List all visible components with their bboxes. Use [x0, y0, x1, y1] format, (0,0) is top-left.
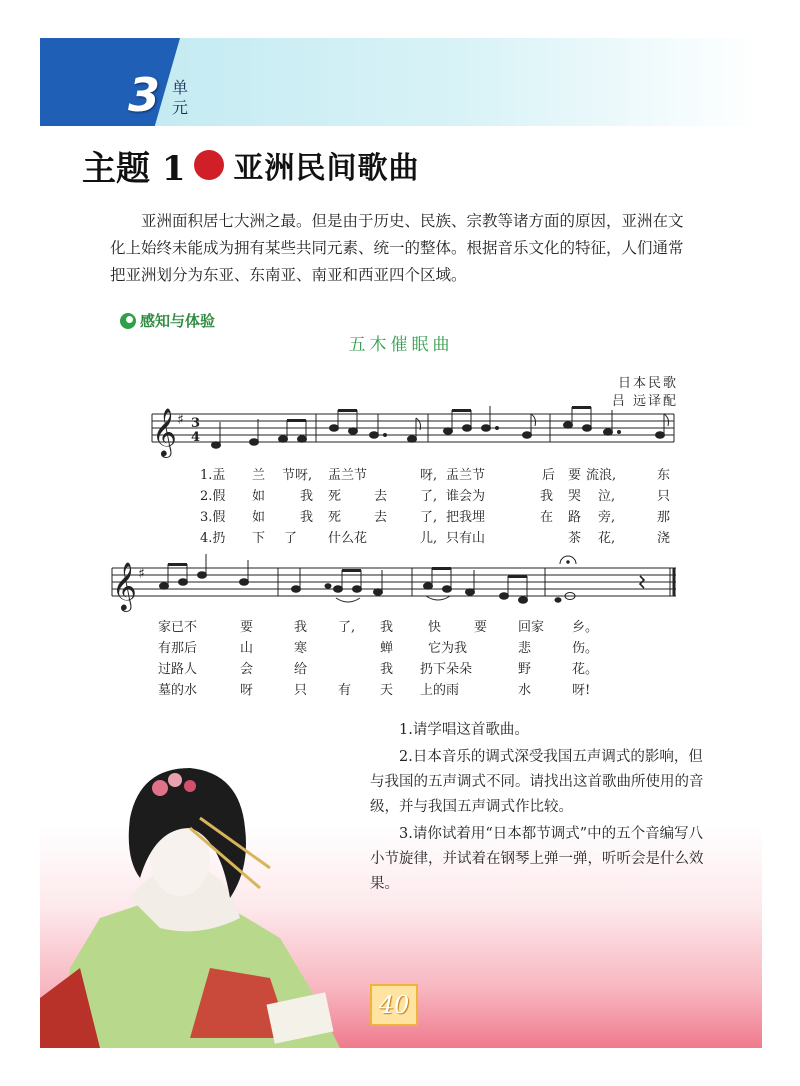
lyric-syllable: 旁, [598, 510, 616, 525]
time-sig-bottom: 4 [191, 430, 201, 445]
lyric-syllable: 1.盂 [200, 468, 226, 483]
treble-clef-icon: 𝄞 [152, 407, 177, 456]
lyric-syllable: 路 [568, 510, 582, 525]
lyric-syllable: 什么花 [328, 531, 368, 546]
lyric-syllable: 如 [252, 489, 266, 504]
lyric-syllable: 它为我 [428, 641, 468, 656]
lyric-syllable: 会 [240, 662, 254, 677]
lyric-syllable: 花。 [572, 662, 599, 677]
lyric-syllable: 要 [474, 620, 488, 635]
lyric-syllable: 只 [657, 489, 671, 504]
lyric-syllable: 只 [294, 683, 308, 698]
lyric-syllable: 我 [540, 489, 554, 504]
exercise-list [370, 718, 710, 899]
lyric-syllable: 呀 [240, 683, 254, 698]
lyric-syllable: 盂兰节 [446, 468, 486, 483]
unit-number: 3 [128, 68, 161, 122]
intro-paragraph: 亚洲面积居七大洲之最。但是由于历史、民族、宗教等诸方面的原因，亚洲在文化上始终未能成为拥有某些共同元素、统一的整体。根据音乐文化的特征，人们通常把亚洲划分为东亚、东南亚、南亚和西亚四个区域。 [110, 212, 684, 284]
lyric-syllable: 天 [380, 683, 394, 698]
lyric-syllable: 了, [420, 510, 438, 525]
lyric-syllable: 快 [428, 620, 442, 635]
lyric-syllable: 我 [380, 620, 394, 635]
lyric-syllable: 流浪, [586, 468, 617, 483]
page-number-box [370, 984, 418, 1026]
lyric-syllable: 只有山 [446, 531, 486, 546]
lyric-syllable: 在 [540, 510, 554, 525]
lyric-syllable: 节呀, [282, 468, 313, 483]
lyric-syllable: 了, [420, 489, 438, 504]
hair-ornament [152, 780, 168, 796]
song-arranger: 吕 远译配 [611, 394, 678, 409]
lyric-syllable: 后 [542, 468, 556, 483]
lyric-syllable: 要 [240, 620, 254, 635]
section-label: 感知与体验 [140, 312, 216, 330]
lyric-syllable: 上的雨 [420, 683, 460, 698]
page-number: 40 [378, 991, 410, 1019]
lyric-syllable: 去 [374, 489, 388, 504]
lyric-syllable: 兰 [252, 468, 266, 483]
hair-ornament [168, 773, 182, 787]
lyric-syllable: 呀! [572, 683, 591, 698]
lyric-syllable: 山 [240, 641, 254, 656]
exercise-item: 2.日本音乐的调式深受我国五声调式的影响，但与我国的五声调式不同。请找出这首歌曲所使用的音级，并与我国五声调式作比较。 [370, 749, 704, 815]
lyric-syllable: 伤。 [572, 641, 599, 656]
treble-clef-icon: 𝄞 [112, 561, 137, 610]
lyric-syllable: 4.扔 [200, 531, 226, 546]
exercise-item: 1.请学唱这首歌曲。 [399, 722, 529, 738]
lyric-syllable: 我 [300, 489, 314, 504]
lyric-syllable: 花, [598, 531, 616, 546]
textbook-page [40, 38, 762, 1048]
lyric-syllable: 了, [338, 620, 356, 635]
lyric-syllable: 寒 [294, 641, 308, 656]
lyric-syllable: 如 [252, 510, 266, 525]
title-prefix: 主题 1 [82, 148, 186, 189]
lyric-syllable: 把我埋 [446, 510, 486, 525]
song-title: 五木催眠曲 [348, 335, 454, 355]
lyric-syllable: 谁会为 [446, 489, 486, 504]
unit-label: 单元 [172, 78, 189, 117]
lyric-syllable: 乡。 [572, 620, 599, 635]
lyric-syllable: 过路人 [158, 662, 198, 677]
lyric-syllable: 儿, [420, 531, 438, 546]
time-sig-top: 3 [191, 416, 201, 431]
lyric-syllable: 野 [518, 662, 532, 677]
lyric-syllable: 我 [380, 662, 394, 677]
lyric-syllable: 有那后 [158, 641, 198, 656]
lyric-syllable: 给 [294, 662, 308, 677]
lyric-syllable: 去 [374, 510, 388, 525]
lyric-syllable: 3.假 [200, 510, 226, 525]
exercise-item: 3.请你试着用“日本都节调式”中的五个音编写八小节旋律，并试着在钢琴上弹一弹，听听会是什么效果。 [370, 826, 704, 892]
lyric-syllable: 悲 [518, 641, 532, 656]
lyric-syllable: 有 [338, 683, 352, 698]
lyric-syllable: 回家 [518, 620, 545, 635]
lyric-syllable: 了 [284, 531, 298, 546]
lyric-syllable: 我 [300, 510, 314, 525]
lyric-syllable: 茶 [568, 531, 582, 546]
lyric-syllable: 蝉 [380, 641, 394, 656]
lyric-syllable: 呀, [420, 468, 438, 483]
lyric-syllable: 死 [328, 510, 342, 525]
key-sharp-icon: ♯ [138, 566, 145, 582]
title-text: 亚洲民间歌曲 [233, 151, 420, 186]
lyric-syllable: 家已不 [158, 620, 198, 635]
lyric-syllable: 扔下朵朵 [420, 662, 473, 677]
lyric-syllable: 那 [657, 510, 671, 525]
lyric-syllable: 要 [568, 468, 582, 483]
lyric-syllable: 泣, [598, 489, 616, 504]
song-origin: 日本民歌 [617, 376, 678, 391]
lyric-syllable: 盂兰节 [328, 468, 368, 483]
lyric-syllable: 水 [518, 683, 532, 698]
lyric-syllable: 墓的水 [158, 683, 198, 698]
lyric-syllable: 我 [294, 620, 308, 635]
lyric-syllable: 浇 [657, 531, 671, 546]
lyric-syllable: 东 [657, 468, 671, 483]
key-sharp-icon: ♯ [177, 412, 184, 428]
lyric-syllable: 下 [252, 531, 266, 546]
lyric-syllable: 死 [328, 489, 342, 504]
lyric-syllable: 2.假 [200, 489, 226, 504]
lyric-syllable: 哭 [568, 489, 582, 504]
hair-ornament [184, 780, 196, 792]
